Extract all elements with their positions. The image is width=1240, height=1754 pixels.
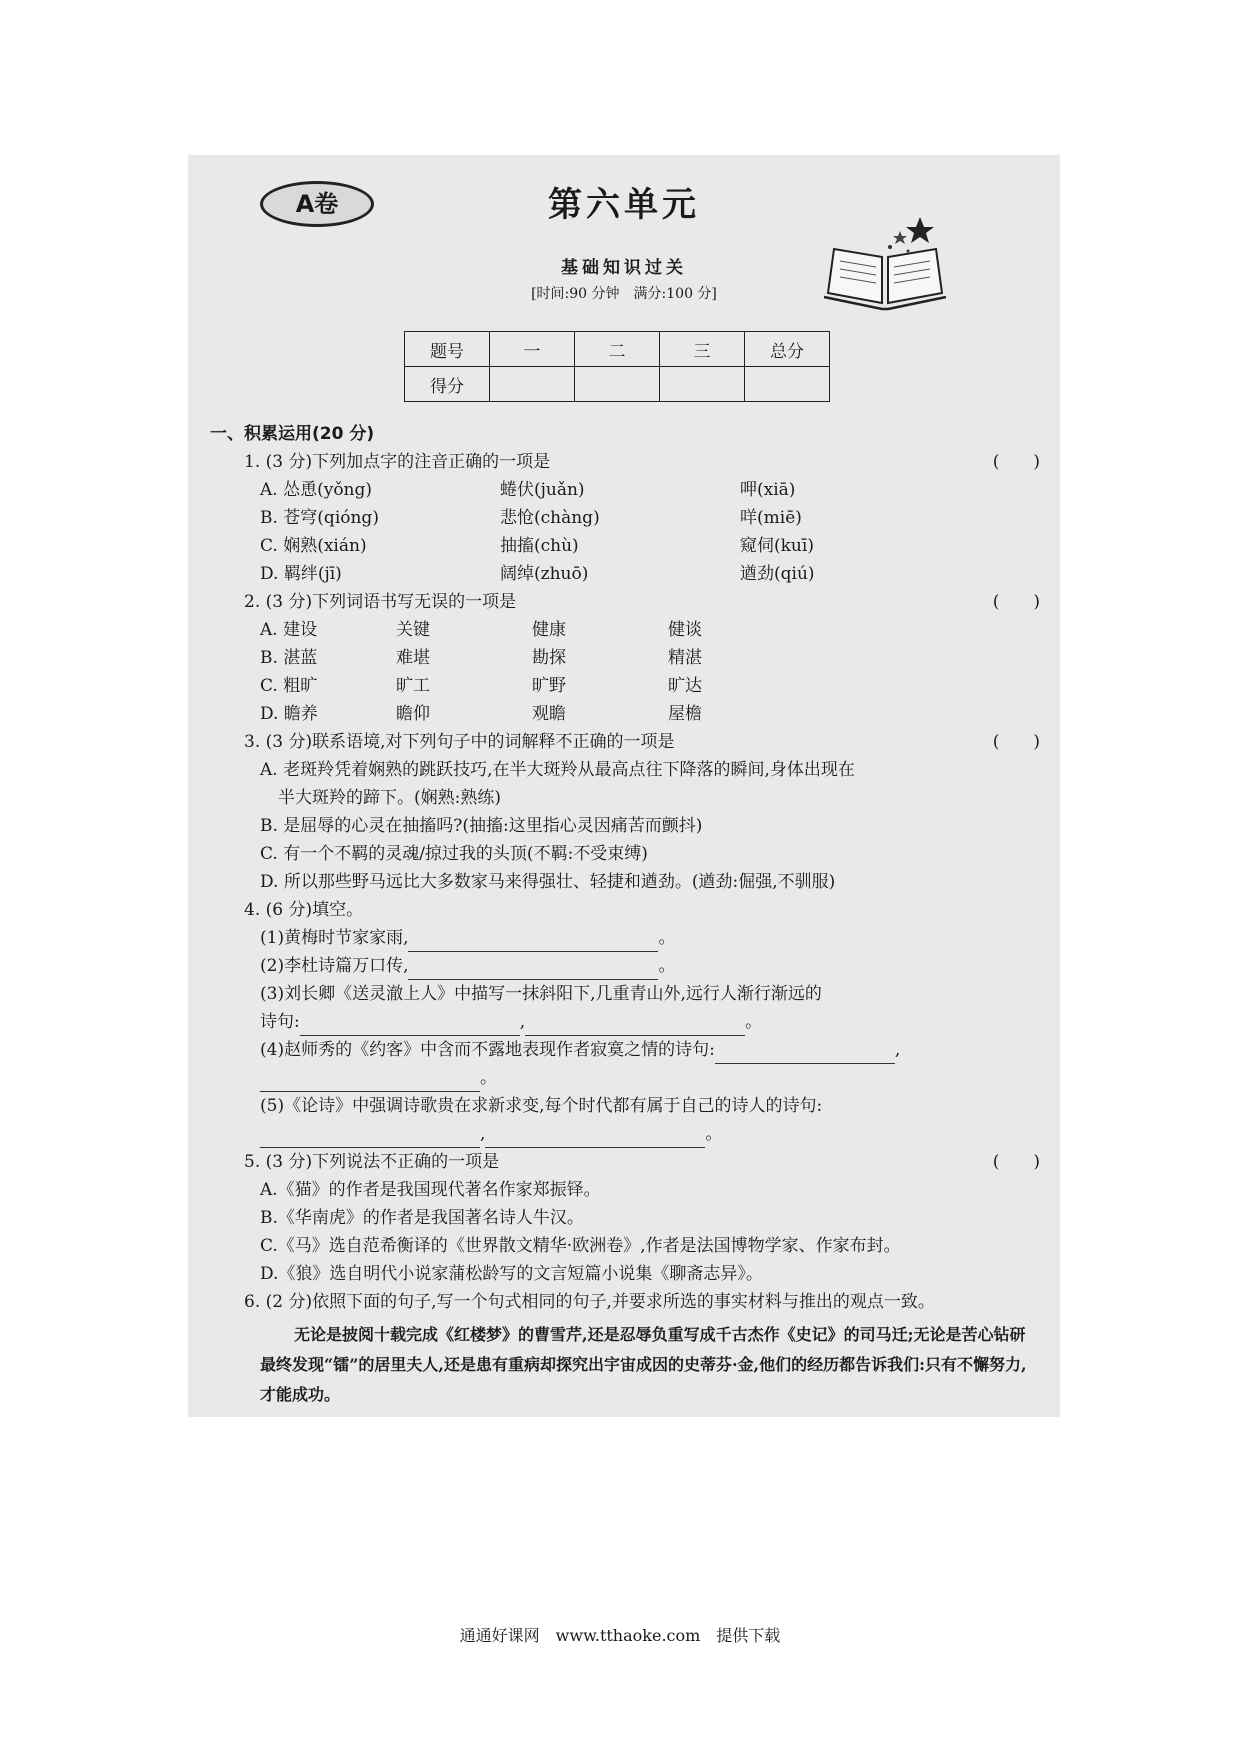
option-line: A. 老斑羚凭着娴熟的跳跃技巧,在半大斑羚从最高点往下降落的瞬间,身体出现在 (260, 760, 855, 780)
open-book-with-stars-icon (820, 213, 950, 313)
score-cell: 一 (490, 332, 575, 367)
option-item: 抽搐(chù) (500, 536, 579, 556)
option-item: B. 湛蓝 (260, 648, 318, 668)
option-item: 健康 (532, 620, 566, 640)
answer-paren: ( ) (992, 592, 1040, 612)
option-item: C. 粗旷 (260, 676, 318, 696)
punctuation: 。 (480, 1068, 497, 1088)
option-item: 窥伺(kuī) (740, 536, 814, 556)
fill-line (210, 952, 1040, 980)
option-item: 呷(xiā) (740, 480, 796, 500)
option-item: 勘探 (532, 648, 566, 668)
option-row (210, 476, 1040, 504)
page-title: 第六单元 (548, 185, 700, 225)
punctuation: , (894, 1040, 901, 1060)
question-stem: 6. (2 分)依照下面的句子,写一个句式相同的句子,并要求所选的事实材料与推出的观点一致。 (244, 1292, 935, 1312)
option-item: D. 瞻养 (260, 704, 318, 724)
score-cell: 题号 (405, 332, 490, 367)
time-info: [时间:90 分钟 满分:100 分] (531, 286, 717, 302)
option-line: 半大斑羚的蹄下。(娴熟:熟练) (278, 788, 501, 808)
option-item: C. 娴熟(xián) (260, 536, 367, 556)
punctuation: , (519, 1012, 526, 1032)
option-row (210, 616, 1040, 644)
option-line: D. 所以那些野马远比大多数家马来得强壮、轻捷和遒劲。(遒劲:倔强,不驯服) (260, 872, 836, 892)
answer-blank[interactable] (408, 959, 658, 980)
option-item: A. 怂恿(yǒng) (260, 480, 373, 500)
option-item: 旷工 (396, 676, 430, 696)
option-item: 瞻仰 (396, 704, 430, 724)
option-item: 阔绰(zhuō) (500, 564, 589, 584)
question-1 (210, 448, 1040, 476)
punctuation: 。 (745, 1012, 763, 1032)
punctuation: 。 (705, 1124, 723, 1144)
fill-prompt: (2)李杜诗篇万口传, (260, 956, 409, 976)
answer-paren: ( ) (992, 732, 1040, 752)
page-subtitle: 基础知识过关 (561, 258, 687, 278)
answer-blank[interactable] (408, 931, 658, 952)
option-line: B. 是屈辱的心灵在抽搐吗?(抽搐:这里指心灵因痛苦而颤抖) (260, 816, 703, 836)
answer-paren: ( ) (992, 1152, 1040, 1172)
option-item: 关键 (396, 620, 430, 640)
fill-line (210, 1064, 1040, 1092)
score-cell (490, 367, 575, 402)
question-4 (210, 896, 1040, 924)
answer-blank[interactable] (260, 1127, 480, 1148)
paper-badge: A卷 (260, 181, 374, 227)
answer-blank[interactable] (485, 1127, 705, 1148)
score-cell (575, 367, 660, 402)
option-item: 旷野 (532, 676, 566, 696)
fill-line (210, 1008, 1040, 1036)
question-6 (210, 1288, 1040, 1316)
option-item: 悲怆(chàng) (500, 508, 600, 528)
option-row (210, 532, 1040, 560)
option-item: 遒劲(qiú) (740, 564, 815, 584)
download-footer: 通通好课网 www.tthaoke.com 提供下载 (459, 1626, 781, 1645)
option-item: 精湛 (668, 648, 702, 668)
option-item: 蜷伏(juǎn) (500, 480, 585, 500)
section-heading: 一、积累运用(20 分) (210, 424, 375, 444)
option-row (210, 672, 1040, 700)
fill-line (210, 1036, 1040, 1064)
answer-blank[interactable] (260, 1071, 480, 1092)
option-item: 咩(miē) (740, 508, 802, 528)
score-table (404, 331, 830, 402)
option-item: D. 羁绊(jī) (260, 564, 342, 584)
fill-line: (3)刘长卿《送灵澈上人》中描写一抹斜阳下,几重青山外,远行人渐行渐远的 (260, 984, 822, 1004)
question-stem: 3. (3 分)联系语境,对下列句子中的词解释不正确的一项是 (244, 732, 675, 752)
question-stem: 2. (3 分)下列词语书写无误的一项是 (244, 592, 517, 612)
answer-blank[interactable] (715, 1043, 895, 1064)
option-line: C.《马》选自范希衡译的《世界散文精华·欧洲卷》,作者是法国博物学家、作家布封。 (260, 1236, 901, 1256)
answer-paren: ( ) (992, 452, 1040, 472)
punctuation: 。 (658, 928, 676, 948)
fill-prompt: (4)赵师秀的《约客》中含而不露地表现作者寂寞之情的诗句: (260, 1040, 715, 1060)
punctuation: , (480, 1124, 486, 1144)
option-line: C. 有一个不羁的灵魂/掠过我的头顶(不羁:不受束缚) (260, 844, 648, 864)
option-line: D.《狼》选自明代小说家蒲松龄写的文言短篇小说集《聊斋志异》。 (260, 1264, 763, 1284)
score-table-score-row (405, 367, 830, 402)
option-item: B. 苍穹(qióng) (260, 508, 379, 528)
option-row (210, 644, 1040, 672)
fill-prompt: 诗句: (260, 1012, 300, 1032)
fill-line (210, 1120, 1040, 1148)
punctuation: 。 (658, 956, 676, 976)
option-item: 旷达 (668, 676, 702, 696)
example-passage: 无论是披阅十载完成《红楼梦》的曹雪芹,还是忍辱负重写成千古杰作《史记》的司马迁;无论是苦心钻研最终发现“镭”的居里夫人,还是患有重病却探究出宇宙成因的史蒂芬·金,他们的经历都告诉我们:只有不懈努力,才能成功。 (260, 1325, 1027, 1404)
score-cell: 三 (660, 332, 745, 367)
option-item: 健谈 (668, 620, 702, 640)
option-line: B.《华南虎》的作者是我国著名诗人牛汉。 (260, 1208, 584, 1228)
question-5 (210, 1148, 1040, 1176)
option-item: 屋檐 (668, 704, 702, 724)
fill-prompt: (1)黄梅时节家家雨, (260, 928, 409, 948)
question-content (210, 420, 1040, 1410)
question-3 (210, 728, 1040, 756)
score-cell: 得分 (405, 367, 490, 402)
fill-line: (5)《论诗》中强调诗歌贵在求新求变,每个时代都有属于自己的诗人的诗句: (260, 1096, 823, 1116)
scanned-page (188, 155, 1060, 1417)
option-item: 观瞻 (532, 704, 566, 724)
answer-blank[interactable] (300, 1015, 520, 1036)
answer-blank[interactable] (525, 1015, 745, 1036)
score-cell: 二 (575, 332, 660, 367)
score-cell (660, 367, 745, 402)
option-item: A. 建设 (260, 620, 318, 640)
score-cell (745, 367, 830, 402)
option-row (210, 700, 1040, 728)
option-line: A.《猫》的作者是我国现代著名作家郑振铎。 (260, 1180, 601, 1200)
score-cell: 总分 (745, 332, 830, 367)
option-row (210, 560, 1040, 588)
option-item: 难堪 (396, 648, 430, 668)
fill-line (210, 924, 1040, 952)
question-stem: 4. (6 分)填空。 (244, 900, 364, 920)
question-stem: 5. (3 分)下列说法不正确的一项是 (244, 1152, 500, 1172)
question-2 (210, 588, 1040, 616)
question-stem: 1. (3 分)下列加点字的注音正确的一项是 (244, 452, 551, 472)
option-row (210, 504, 1040, 532)
score-table-header-row (405, 332, 830, 367)
